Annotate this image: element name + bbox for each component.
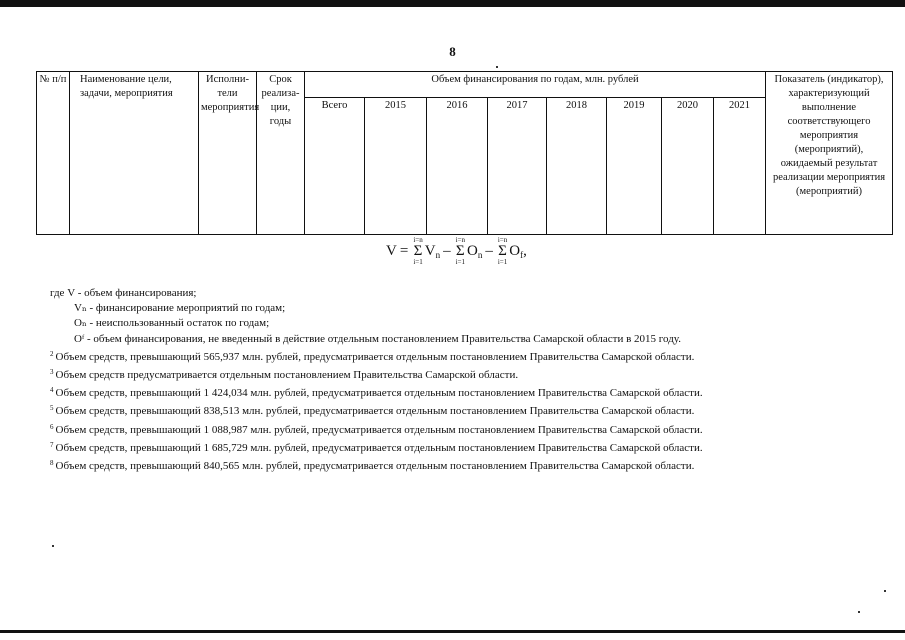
sum-symbol — [413, 236, 422, 266]
sum-upper-limit: i=n — [455, 236, 465, 244]
header-indicator: Показатель (индикатор), характеризующий выполнение соответствующего мероприятия (мероприятий), ожидаемый результат реализации мероприятия (мероприятий) — [766, 72, 893, 235]
footnote: $^3$ Объем средств предусматривается отдельным постановлением Правительства Самарской области. — [50, 368, 519, 382]
sum-symbol — [498, 236, 507, 266]
formula-lhs: V — [386, 242, 397, 259]
header-name: Наименование цели, задачи, мероприятия — [70, 72, 199, 235]
header-term: Срок реализа- ции, годы — [257, 72, 305, 235]
sum-upper-limit: i=n — [497, 236, 508, 244]
formula-equals: = — [399, 242, 409, 259]
header-executors: Исполни- тели мероприятия — [199, 72, 257, 235]
top-border-rule — [0, 0, 905, 7]
bottom-border-rule — [0, 630, 905, 633]
legend-on: Oₙ - неиспользованный остаток по годам; — [74, 317, 270, 330]
funding-col-2019: 2019 — [607, 98, 662, 235]
footnote: $^6$ Объем средств, превышающий 1 088,987 млн. рублей, предусматривается отдельным постановлением Правительства Самарской области. — [50, 422, 703, 436]
footnote: $^5$ Объем средств, превышающий 838,513 млн. рублей, предусматривается отдельным постановлением Правительства Самарской области. — [50, 404, 695, 418]
footnote: $^4$ Объем средств, превышающий 1 424,034 млн. рублей, предусматривается отдельным постановлением Правительства Самарской области. — [50, 386, 703, 400]
funding-col-2017: 2017 — [488, 98, 547, 235]
funding-col-2020: 2020 — [662, 98, 714, 235]
legend-intro: где V - объем финансирования; — [50, 287, 197, 299]
formula-legend-and-footnotes — [50, 286, 703, 474]
footnote: $^2$ Объем средств, превышающий 565,937 млн. рублей, предусматривается отдельным постановлением Правительства Самарской области. — [50, 349, 695, 363]
scan-speck — [52, 545, 54, 547]
sum-lower-limit: i=1 — [497, 258, 508, 266]
sigma-icon: Σ — [455, 243, 465, 259]
footnote: $^8$ Объем средств, превышающий 840,565 млн. рублей, предусматривается отдельным постановлением Правительства Самарской области. — [50, 459, 695, 473]
scan-speck — [858, 611, 860, 613]
funding-col-2018: 2018 — [547, 98, 607, 235]
page-number: 8 — [449, 44, 456, 59]
financing-table-header — [36, 71, 893, 235]
formula-term-of: $O_f$, — [509, 242, 527, 260]
funding-col-2021: 2021 — [714, 98, 766, 235]
formula-minus: – — [443, 242, 451, 259]
funding-col-2016: 2016 — [427, 98, 488, 235]
sum-lower-limit: i=1 — [455, 258, 465, 266]
formula-minus: – — [485, 242, 493, 259]
sigma-icon: Σ — [413, 243, 423, 259]
sum-symbol — [456, 236, 465, 266]
sum-upper-limit: i=n — [413, 236, 423, 244]
formula-term-v: $V_n$ — [424, 242, 441, 260]
sum-lower-limit: i=1 — [413, 258, 423, 266]
funding-col-2015: 2015 — [365, 98, 427, 235]
header-num: № п/п — [37, 72, 70, 235]
sigma-icon: Σ — [498, 243, 507, 259]
funding-col-total: Всего — [305, 98, 365, 235]
footnote: $^7$ Объем средств, превышающий 1 685,729 млн. рублей, предусматривается отдельным постановлением Правительства Самарской области. — [50, 440, 703, 454]
scan-speck — [884, 590, 886, 592]
legend-vn: Vₙ - финансирование мероприятий по годам; — [74, 302, 286, 315]
legend-of: Oᶠ - объем финансирования, не введенный в действие отдельным постановлением Правительства Самарской области в 2015 году. — [74, 332, 681, 345]
formula-term-on: $O_n$ — [466, 242, 483, 260]
scan-speck — [496, 66, 498, 68]
funding-formula — [386, 232, 527, 270]
header-funding: Объем финансирования по годам, млн. рублей — [305, 72, 766, 98]
